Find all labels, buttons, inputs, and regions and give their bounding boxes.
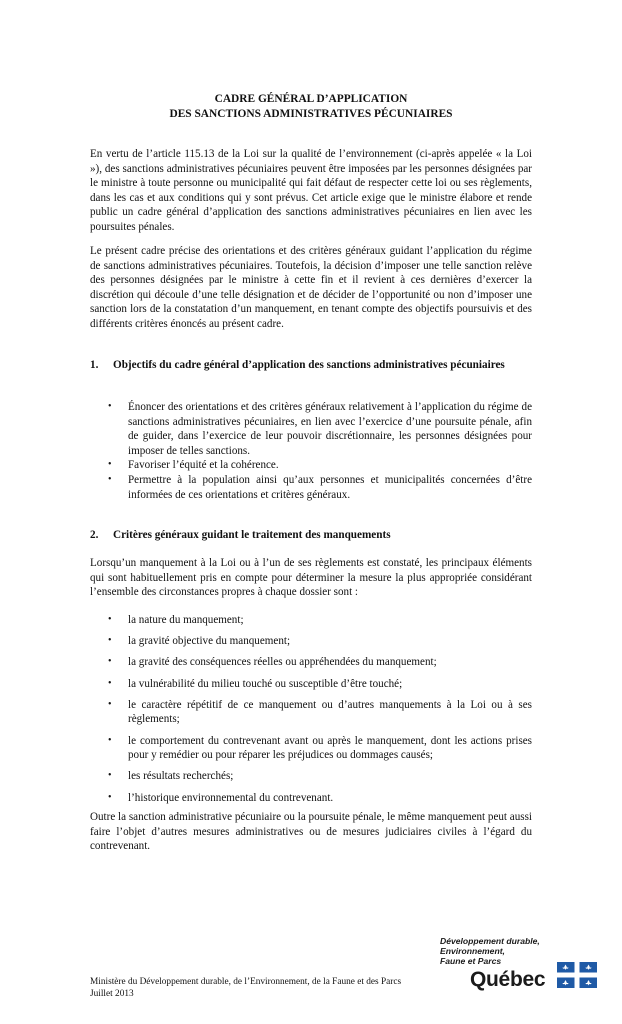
quebec-logo xyxy=(440,936,600,994)
bullet-icon: • xyxy=(108,459,112,471)
bullet-icon: • xyxy=(108,770,112,782)
logo-tagline: Développement durable, Environnement, Faune et Parcs xyxy=(440,936,540,967)
section-2-title: Critères généraux guidant le traitement des manquements xyxy=(113,529,391,541)
list-item: • la gravité des conséquences réelles ou appréhendées du manquement; xyxy=(108,656,437,669)
bullet-icon: • xyxy=(108,734,112,746)
bullet-icon: • xyxy=(108,614,112,625)
section-1-title: Objectifs du cadre général d’application des sanctions administratives pécuniaires xyxy=(113,359,505,371)
footer-ministry: Ministère du Développement durable, de l’Environnement, de la Faune et des Parcs xyxy=(90,977,402,987)
list-item: • Permettre à la population ainsi qu’aux personnes et municipalités concernées d’être informées de ces orientations et critères généraux. xyxy=(108,473,532,501)
bullet-icon: • xyxy=(108,401,112,412)
section-2-closing: Outre la sanction administrative pécuniaire ou la poursuite pénale, le même manquement peut aussi faire l’objet d’autres mesures administratives ou de mesures judiciaires civiles à l’égard du contrevenant. xyxy=(90,811,532,853)
quebec-flag-icon xyxy=(557,962,597,988)
intro-paragraph-2: Le présent cadre précise des orientations et des critères généraux guidant l’application du régime de sanctions administratives pécuniaires. Toutefois, la décision d’imposer une telle sanction relève des personnes désignées par le ministre à cette fin et il revient à ces dernières d’exercer la discrétion qui découle d’une telle désignation et de décider de l’opportunité ou non d’imposer une sanction lors de la constatation d’un manquement, en tenant compte des objectifs poursuivis et des différents critères énoncés au présent cadre. xyxy=(90,245,532,330)
list-item: • la gravité objective du manquement; xyxy=(108,635,291,648)
bullet-icon: • xyxy=(108,698,112,710)
title-line-1: CADRE GÉNÉRAL D’APPLICATION xyxy=(214,93,408,105)
section-1-number: 1. xyxy=(90,359,99,371)
footer-date: Juillet 2013 xyxy=(90,989,134,999)
list-item: • l’historique environnemental du contrevenant. xyxy=(108,791,334,804)
section-2-heading xyxy=(90,528,532,543)
bullet-icon: • xyxy=(108,791,112,803)
section-2-bullet-list xyxy=(106,613,532,812)
page-footer xyxy=(90,976,401,1000)
bullet-icon: • xyxy=(108,473,112,485)
section-1-bullet-list xyxy=(106,400,532,502)
list-item: • Favoriser l’équité et la cohérence. xyxy=(108,459,279,472)
section-2-intro: Lorsqu’un manquement à la Loi ou à l’un de ses règlements est constaté, les principaux éléments qui sont habituellement pris en compte pour déterminer la mesure la plus appropriée considérant l’ensemble des circonstances propres à chaque dossier sont : xyxy=(90,557,532,599)
intro-paragraph-1: En vertu de l’article 115.13 de la Loi sur la qualité de l’environnement (ci-après appelée « la Loi »), des sanctions administratives pécuniaires peuvent être imposées par les personnes désignées par le ministre à toute personne ou municipalité qui fait défaut de respecter cette loi ou ses règlements, dans les cas et aux conditions qui y sont prévus. Cet article exige que le ministre élabore et rende public un cadre général d’application des sanctions administratives pécuniaires en lien avec les poursuites pénales. xyxy=(90,148,532,233)
title-line-2: DES SANCTIONS ADMINISTRATIVES PÉCUNIAIRES xyxy=(169,108,453,120)
list-item: • la nature du manquement; xyxy=(108,614,244,626)
bullet-icon: • xyxy=(108,656,112,668)
list-item: • le caractère répétitif de ce manquement ou d’autres manquements à la Loi ou à ses règlements; xyxy=(108,698,532,726)
document-title xyxy=(90,92,532,122)
list-item: • le comportement du contrevenant avant ou après le manquement, dont les actions prises pour y remédier ou pour réparer les préjudices ou dommages causés; xyxy=(108,734,532,762)
logo-wordmark: Québec xyxy=(470,968,546,991)
bullet-icon: • xyxy=(108,677,112,689)
list-item: • Énoncer des orientations et des critères généraux relativement à l’application du régime de sanctions administratives pécuniaires, en lien avec l’exercice d’une poursuite pénale, afin de guider, dans l’exercice de leur pouvoir discrétionnaire, les personnes désignées pour imposer de telles sanctions. xyxy=(108,401,532,457)
section-2-number: 2. xyxy=(90,529,99,541)
list-item: • la vulnérabilité du milieu touché ou susceptible d’être touché; xyxy=(108,677,403,690)
list-item: • les résultats recherchés; xyxy=(108,770,234,783)
section-1-heading xyxy=(90,358,532,373)
bullet-icon: • xyxy=(108,635,112,647)
